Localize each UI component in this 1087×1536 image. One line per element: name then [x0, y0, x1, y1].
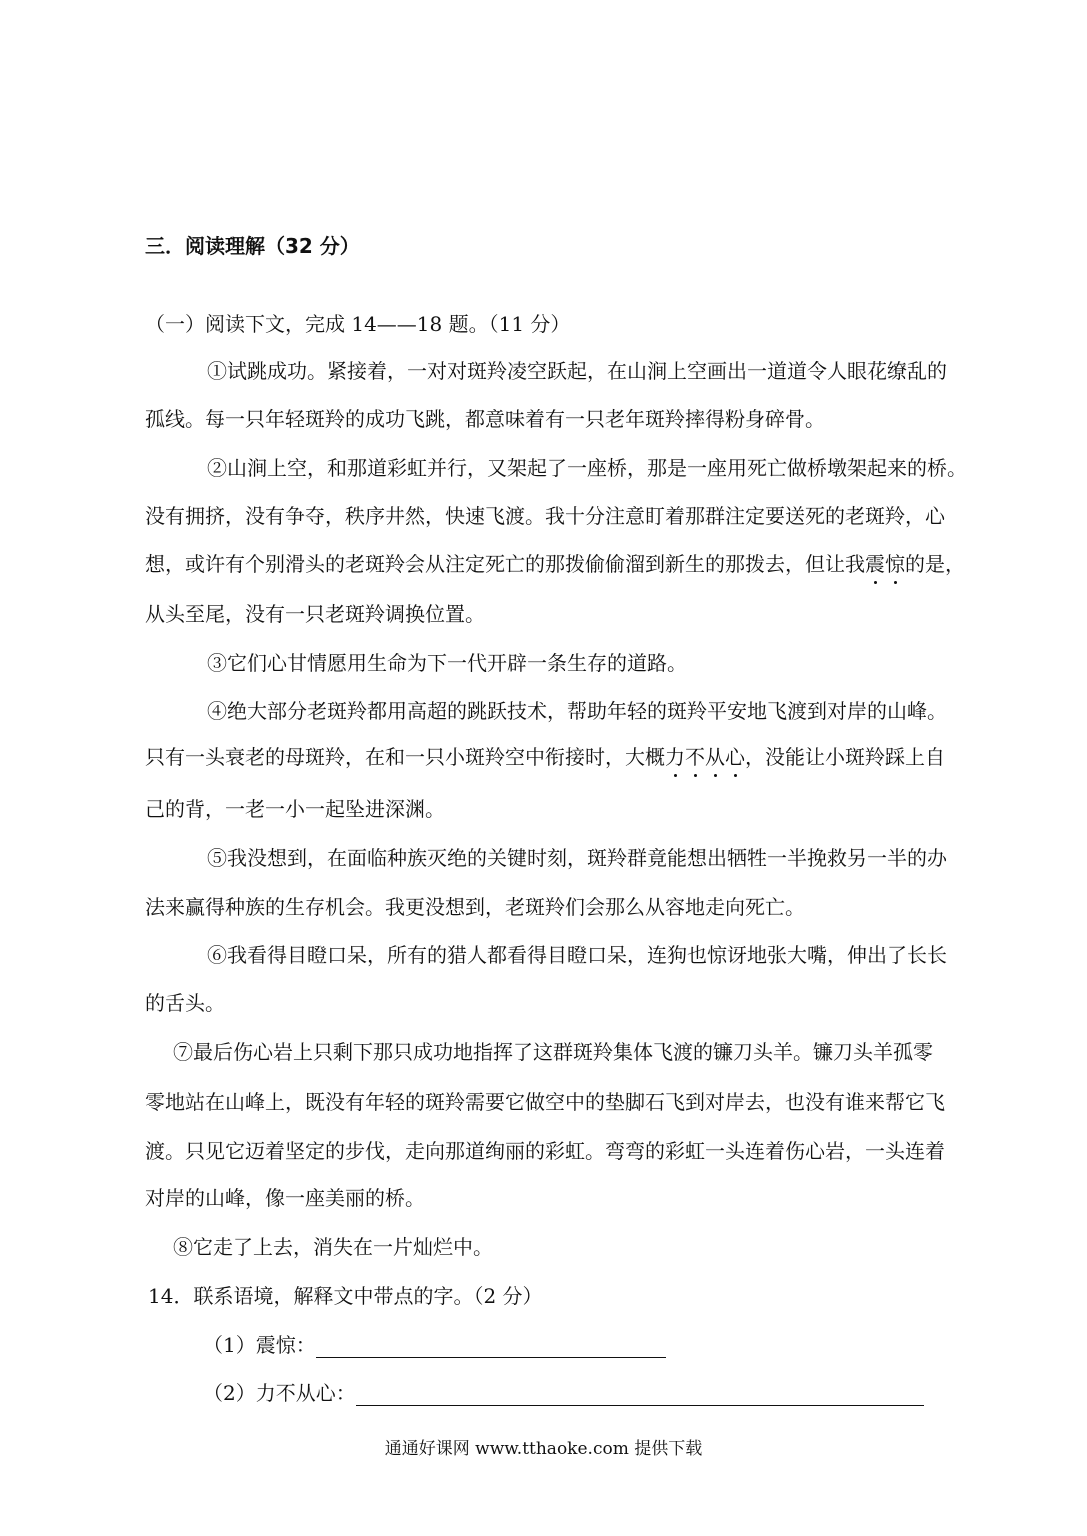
- section-title: 三．阅读理解（32 分）: [145, 234, 360, 258]
- paragraph-4-line-1: ④绝大部分老斑羚都用高超的跳跃技术，帮助年轻的斑羚平安地飞渡到对岸的山峰。: [207, 699, 947, 723]
- paragraph-2-line-3-end: 的是，: [905, 552, 965, 576]
- question-14-item-1: [203, 1332, 1073, 1358]
- paragraph-7-line-1: ⑦最后伤心岩上只剩下那只成功地指挥了这群斑羚集体飞渡的镰刀头羊。镰刀头羊孤零: [173, 1040, 933, 1064]
- paragraph-1-line-2: 孤线。每一只年轻斑羚的成功飞跳，都意味着有一只老年斑羚摔得粉身碎骨。: [145, 407, 825, 431]
- dotted-char-li: 力: [665, 745, 685, 769]
- paragraph-4-line-2: [145, 744, 1015, 770]
- item-1-label: （1）震惊：: [203, 1333, 316, 1357]
- paragraph-2-line-3-text: 想，或许有个别滑头的老斑羚会从注定死亡的那拨偷偷溜到新生的那拨去，但让我: [145, 552, 865, 576]
- paragraph-7-line-4: 对岸的山峰，像一座美丽的桥。: [145, 1186, 425, 1210]
- paragraph-2-line-2: 没有拥挤，没有争夺，秩序井然，快速飞渡。我十分注意盯着那群注定要送死的老斑羚，心: [145, 504, 945, 528]
- paragraph-6-line-2: 的舌头。: [145, 991, 225, 1015]
- paragraph-2-line-1: ②山涧上空，和那道彩虹并行，又架起了一座桥，那是一座用死亡做桥墩架起来的桥。: [207, 456, 967, 480]
- answer-blank-2[interactable]: [356, 1385, 924, 1406]
- dotted-char-cong: 从: [705, 745, 725, 769]
- dotted-char-bu: 不: [685, 745, 705, 769]
- page-footer: 通通好课网 www.tthaoke.com 提供下载: [384, 1439, 703, 1459]
- item-2-label: （2）力不从心：: [203, 1381, 356, 1405]
- part-heading: （一）阅读下文，完成 14——18 题。（11 分）: [145, 312, 571, 336]
- paragraph-5-line-1: ⑤我没想到，在面临种族灭绝的关键时刻，斑羚群竟能想出牺牲一半挽救另一半的办: [207, 846, 947, 870]
- paragraph-8-line-1: ⑧它走了上去，消失在一片灿烂中。: [173, 1235, 493, 1259]
- question-14-stem: 14．联系语境，解释文中带点的字。（2 分）: [148, 1284, 543, 1308]
- answer-blank-1[interactable]: [316, 1337, 666, 1358]
- paragraph-2-line-3: [145, 551, 1015, 577]
- paragraph-6-line-1: ⑥我看得目瞪口呆，所有的猎人都看得目瞪口呆，连狗也惊讶地张大嘴，伸出了长长: [207, 943, 947, 967]
- paragraph-3-line-1: ③它们心甘情愿用生命为下一代开辟一条生存的道路。: [207, 651, 687, 675]
- dotted-char-jing: 惊: [885, 552, 905, 576]
- dotted-char-zhen: 震: [865, 552, 885, 576]
- paragraph-7-line-2: 零地站在山峰上，既没有年轻的斑羚需要它做空中的垫脚石飞到对岸去，也没有谁来帮它飞: [145, 1090, 945, 1114]
- paragraph-4-line-3: 己的背，一老一小一起坠进深渊。: [145, 797, 445, 821]
- paragraph-4-line-2-text: 只有一头衰老的母斑羚，在和一只小斑羚空中衔接时，大概: [145, 745, 665, 769]
- paragraph-1-line-1: ①试跳成功。紧接着，一对对斑羚凌空跃起，在山涧上空画出一道道令人眼花缭乱的: [207, 359, 947, 383]
- paragraph-5-line-2: 法来赢得种族的生存机会。我更没想到，老斑羚们会那么从容地走向死亡。: [145, 895, 805, 919]
- paragraph-4-line-2-end: ，没能让小斑羚踩上自: [745, 745, 945, 769]
- paragraph-7-line-3: 渡。只见它迈着坚定的步伐，走向那道绚丽的彩虹。弯弯的彩虹一头连着伤心岩，一头连着: [145, 1139, 945, 1163]
- question-14-item-2: [203, 1380, 1073, 1406]
- dotted-char-xin: 心: [725, 745, 745, 769]
- paragraph-2-line-4: 从头至尾，没有一只老斑羚调换位置。: [145, 602, 485, 626]
